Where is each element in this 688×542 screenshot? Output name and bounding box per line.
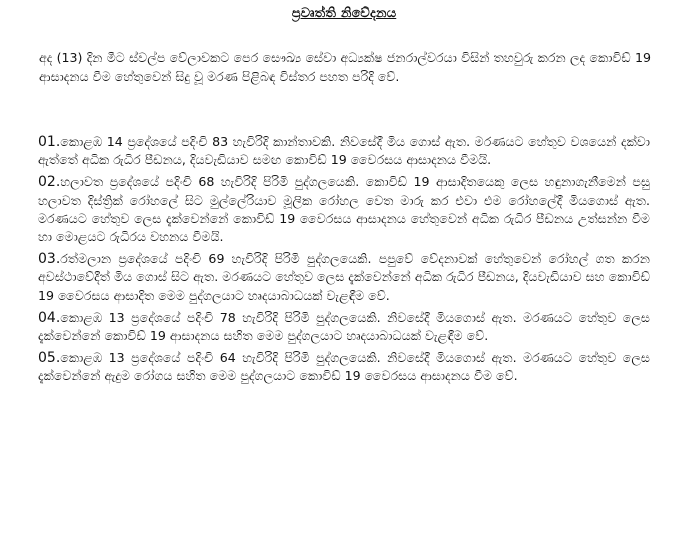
item-text: රත්මලාන ප්‍රදේශයේ පදිංචි 69 හැවිරිදි පිරිමි පුද්ගලයෙකි. පපුවේ වේදනාවක් හේතුවෙන් රෝහල් ගත කරන අවස්ථාවේදීත් මිය ගොස් සිට ඇත. මරණයට හේතුව ලෙස දැක්වෙන්නේ අධික රුධිර පීඩනය, දියවැඩියාව සහ කොවිඩ් 19 වෛරසය ආසාදිත මෙම පුද්ගලයාට හෘදයාබාධයක් වැළඳීම වේ. <box>38 251 650 303</box>
item-number: 01. <box>38 134 61 150</box>
intro-paragraph: අද (13) දින මීට ස්වල්ප වේලාවකට පෙර සෞඛ්‍ය සේවා අධ්‍යක්ෂ ජනරාල්වරයා විසින් තහවුරු කරන ලද කොවිඩ් 19 ආසාදනය වීම හේතුවෙන් සිදු වූ මරණ පිළිබඳ විස්තර පහත පරිදි වේ. <box>39 50 651 84</box>
item-text: කොළඹ 14 ප්‍රදේශයේ පදිංචි 83 හැවිරිදි කාන්තාවකි. නිවසේදී මිය ගොස් ඇත. මරණයට හේතුව වශයෙන් දක්වා ඇත්තේ අධික රුධිර පීඩනය, දියවැඩියාව සමඟ කොවිඩ් 19 වෛරසය ආසාදනය වීමයි. <box>38 134 650 168</box>
item-number: 03. <box>38 251 61 268</box>
list-item <box>38 173 650 246</box>
item-text: හලාවත ප්‍රදේශයේ පදිංචි 68 හැවිරිදි පිරිමි පුද්ගලයෙකි. කොවිඩ් 19 ආසාදිතයෙකු ලෙස හඳුනාගැනීමෙන් පසු හලාවත දිස්ත්‍රික් රෝහලේ සිට මුල්ලේරියාව මූලික රෝහල වෙත මාරු කර එවා එම රෝහලේදී මියගොස් ඇත. මරණයට හේතුව ලෙස දැක්වෙන්නේ කොවිඩ් 19 වෛරසය ආසාදනය හේතුවෙන් අධික රුධිර පීඩනය උත්සන්න වීම හා මොළයට රුධිරය වහනය වීමයි. <box>38 174 650 245</box>
list-item <box>38 133 650 169</box>
item-number: 05. <box>38 350 61 367</box>
death-report-list <box>38 133 650 390</box>
page-title: ප්‍රවෘත්ති නිවේදනය <box>291 6 397 21</box>
item-number: 02. <box>38 174 61 191</box>
list-item <box>38 250 650 305</box>
item-text: කොළඹ 13 ප්‍රදේශයේ පදිංචි 78 හැවිරිදි පිරිමි පුද්ගලයෙකි. නිවසේදී මියගොස් ඇත. මරණයට හේතුව ලෙස දැක්වෙන්නේ කොවිඩ් 19 ආසාදනය සහිත මෙම පුද්ගලයාට හෘදයාබාධයක් වැළඳීම වේ. <box>38 309 650 344</box>
list-item <box>38 309 650 345</box>
item-text: කොළඹ 13 ප්‍රදේශයේ පදිංචි 64 හැවිරිදි පිරිමි පුද්ගලයෙකි. නිවසේදී මියගොස් ඇත. මරණයට හේතුව ලෙස දැක්වෙන්නේ ඇදුම රෝගය සහිත මෙම පුද්ගලයාට කොවිඩ් 19 වෛරසය ආසාදනය වීම වේ. <box>38 350 650 384</box>
list-item <box>38 349 650 385</box>
item-number: 04. <box>38 309 61 326</box>
